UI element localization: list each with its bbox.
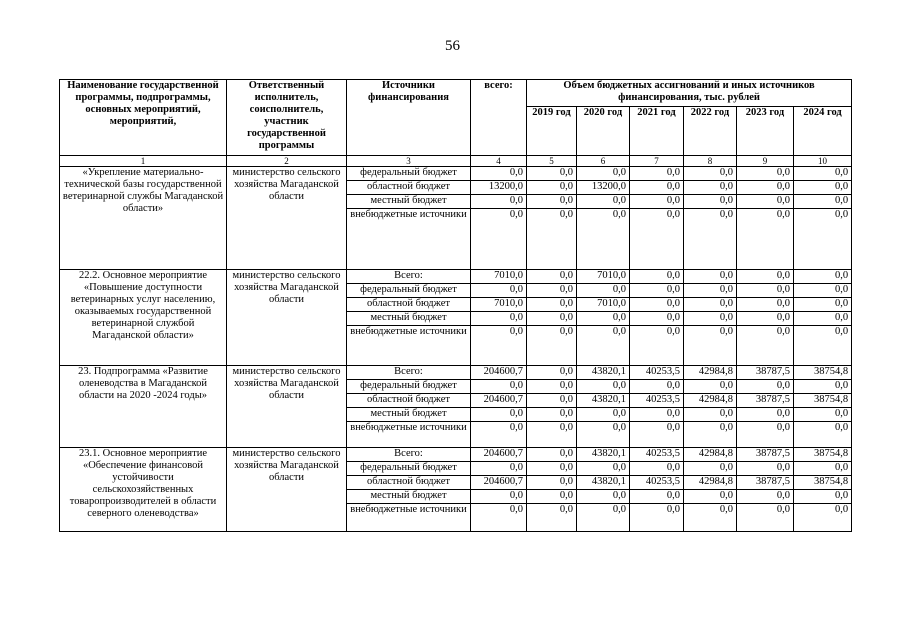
year-value: 0,0 <box>527 167 577 181</box>
year-value: 0,0 <box>794 490 852 504</box>
year-value: 0,0 <box>630 167 684 181</box>
year-value: 0,0 <box>630 298 684 312</box>
year-value: 0,0 <box>794 270 852 284</box>
measure-name: 22.2. Основное мероприятие «Повышение доступности ветеринарных услуг населению, оказываемых государственной ветеринарной службой Магаданской области» <box>60 270 227 366</box>
year-value: 0,0 <box>577 284 630 298</box>
total-value: 0,0 <box>471 504 527 532</box>
year-value: 0,0 <box>527 312 577 326</box>
year-value: 0,0 <box>630 181 684 195</box>
year-value: 0,0 <box>794 462 852 476</box>
year-value: 0,0 <box>527 181 577 195</box>
measure-name: 23.1. Основное мероприятие «Обеспечение финансовой устойчивости сельскохозяйственных товаропроизводителей в области северного оленеводства» <box>60 448 227 532</box>
year-value: 0,0 <box>577 195 630 209</box>
year-value: 38787,5 <box>737 448 794 462</box>
year-value: 0,0 <box>527 448 577 462</box>
year-value: 0,0 <box>630 504 684 532</box>
column-number: 3 <box>347 156 471 167</box>
total-value: 0,0 <box>471 490 527 504</box>
year-value: 40253,5 <box>630 476 684 490</box>
total-value: 0,0 <box>471 167 527 181</box>
year-value: 0,0 <box>684 167 737 181</box>
funding-source: местный бюджет <box>347 312 471 326</box>
year-value: 0,0 <box>577 462 630 476</box>
year-value: 0,0 <box>527 380 577 394</box>
table-row <box>60 270 852 284</box>
responsible-executor: министерство сельского хозяйства Магаданской области <box>227 366 347 448</box>
header-sources: Источники финансирования <box>347 80 471 156</box>
year-value: 0,0 <box>630 270 684 284</box>
year-value: 7010,0 <box>577 270 630 284</box>
header-year: 2021 год <box>630 107 684 156</box>
year-value: 0,0 <box>630 284 684 298</box>
year-value: 0,0 <box>527 462 577 476</box>
year-value: 0,0 <box>737 209 794 270</box>
funding-source: местный бюджет <box>347 408 471 422</box>
year-value: 0,0 <box>794 167 852 181</box>
year-value: 0,0 <box>737 490 794 504</box>
year-value: 0,0 <box>527 422 577 448</box>
total-value: 0,0 <box>471 422 527 448</box>
responsible-executor: министерство сельского хозяйства Магаданской области <box>227 167 347 270</box>
year-value: 0,0 <box>527 326 577 366</box>
year-value: 42984,8 <box>684 394 737 408</box>
header-year: 2022 год <box>684 107 737 156</box>
year-value: 0,0 <box>684 380 737 394</box>
year-value: 0,0 <box>527 209 577 270</box>
year-value: 38754,8 <box>794 366 852 380</box>
year-value: 0,0 <box>684 326 737 366</box>
table-row <box>60 167 852 181</box>
year-value: 0,0 <box>684 284 737 298</box>
year-value: 0,0 <box>527 490 577 504</box>
header-total: всего: <box>471 80 527 156</box>
year-value: 0,0 <box>684 408 737 422</box>
funding-source: федеральный бюджет <box>347 284 471 298</box>
year-value: 0,0 <box>684 504 737 532</box>
year-value: 0,0 <box>794 298 852 312</box>
year-value: 0,0 <box>794 181 852 195</box>
year-value: 0,0 <box>737 380 794 394</box>
year-value: 0,0 <box>737 504 794 532</box>
year-value: 42984,8 <box>684 366 737 380</box>
year-value: 0,0 <box>577 312 630 326</box>
column-number: 8 <box>684 156 737 167</box>
year-value: 0,0 <box>794 380 852 394</box>
year-value: 40253,5 <box>630 366 684 380</box>
responsible-executor: министерство сельского хозяйства Магаданской области <box>227 270 347 366</box>
year-value: 38754,8 <box>794 476 852 490</box>
total-value: 204600,7 <box>471 448 527 462</box>
header-year: 2023 год <box>737 107 794 156</box>
year-value: 0,0 <box>794 326 852 366</box>
total-value: 204600,7 <box>471 394 527 408</box>
year-value: 0,0 <box>630 195 684 209</box>
year-value: 0,0 <box>577 167 630 181</box>
header-group: Объем бюджетных ассигнований и иных источников финансирования, тыс. рублей <box>527 80 852 107</box>
total-value: 7010,0 <box>471 270 527 284</box>
funding-source: Всего: <box>347 448 471 462</box>
year-value: 0,0 <box>737 408 794 422</box>
funding-source: областной бюджет <box>347 394 471 408</box>
column-number: 4 <box>471 156 527 167</box>
total-value: 0,0 <box>471 326 527 366</box>
year-value: 43820,1 <box>577 448 630 462</box>
year-value: 0,0 <box>630 209 684 270</box>
total-value: 0,0 <box>471 284 527 298</box>
year-value: 43820,1 <box>577 366 630 380</box>
funding-source: федеральный бюджет <box>347 462 471 476</box>
year-value: 38787,5 <box>737 366 794 380</box>
year-value: 0,0 <box>630 408 684 422</box>
column-number: 1 <box>60 156 227 167</box>
year-value: 38754,8 <box>794 394 852 408</box>
total-value: 0,0 <box>471 209 527 270</box>
column-number: 5 <box>527 156 577 167</box>
funding-source: внебюджетные источники <box>347 422 471 448</box>
year-value: 0,0 <box>630 326 684 366</box>
year-value: 0,0 <box>527 298 577 312</box>
year-value: 0,0 <box>737 326 794 366</box>
header-name: Наименование государственной программы, подпрограммы, основных мероприятий, мероприятий, <box>60 80 227 156</box>
header-year: 2024 год <box>794 107 852 156</box>
funding-source: областной бюджет <box>347 298 471 312</box>
measure-name: 23. Подпрограмма «Развитие оленеводства в Магаданской области на 2020 -2024 годы» <box>60 366 227 448</box>
year-value: 0,0 <box>794 408 852 422</box>
funding-source: внебюджетные источники <box>347 504 471 532</box>
year-value: 0,0 <box>737 195 794 209</box>
funding-source: областной бюджет <box>347 181 471 195</box>
header-year: 2020 год <box>577 107 630 156</box>
year-value: 0,0 <box>527 195 577 209</box>
year-value: 0,0 <box>577 209 630 270</box>
year-value: 38787,5 <box>737 476 794 490</box>
year-value: 0,0 <box>684 270 737 284</box>
year-value: 43820,1 <box>577 394 630 408</box>
funding-source: Всего: <box>347 366 471 380</box>
year-value: 38787,5 <box>737 394 794 408</box>
page-number: 56 <box>445 38 460 54</box>
total-value: 0,0 <box>471 195 527 209</box>
year-value: 13200,0 <box>577 181 630 195</box>
funding-source: местный бюджет <box>347 490 471 504</box>
year-value: 0,0 <box>527 504 577 532</box>
column-number: 2 <box>227 156 347 167</box>
year-value: 0,0 <box>737 284 794 298</box>
year-value: 43820,1 <box>577 476 630 490</box>
year-value: 0,0 <box>737 312 794 326</box>
total-value: 0,0 <box>471 380 527 394</box>
year-value: 0,0 <box>684 422 737 448</box>
year-value: 0,0 <box>630 422 684 448</box>
year-value: 0,0 <box>737 298 794 312</box>
year-value: 0,0 <box>737 462 794 476</box>
funding-source: федеральный бюджет <box>347 380 471 394</box>
year-value: 0,0 <box>527 284 577 298</box>
year-value: 0,0 <box>684 298 737 312</box>
year-value: 0,0 <box>684 490 737 504</box>
column-number: 7 <box>630 156 684 167</box>
year-value: 0,0 <box>684 209 737 270</box>
budget-table <box>59 79 852 532</box>
year-value: 0,0 <box>630 312 684 326</box>
column-number: 10 <box>794 156 852 167</box>
year-value: 0,0 <box>684 312 737 326</box>
year-value: 0,0 <box>737 181 794 195</box>
total-value: 13200,0 <box>471 181 527 195</box>
year-value: 7010,0 <box>577 298 630 312</box>
table-row <box>60 366 852 380</box>
total-value: 0,0 <box>471 462 527 476</box>
funding-source: областной бюджет <box>347 476 471 490</box>
year-value: 40253,5 <box>630 448 684 462</box>
year-value: 0,0 <box>577 422 630 448</box>
year-value: 42984,8 <box>684 476 737 490</box>
funding-source: федеральный бюджет <box>347 167 471 181</box>
year-value: 0,0 <box>527 394 577 408</box>
year-value: 0,0 <box>630 490 684 504</box>
funding-source: внебюджетные источники <box>347 209 471 270</box>
year-value: 0,0 <box>577 326 630 366</box>
total-value: 204600,7 <box>471 366 527 380</box>
year-value: 0,0 <box>794 312 852 326</box>
funding-source: Всего: <box>347 270 471 284</box>
year-value: 0,0 <box>527 270 577 284</box>
year-value: 0,0 <box>577 490 630 504</box>
year-value: 0,0 <box>794 422 852 448</box>
year-value: 0,0 <box>737 270 794 284</box>
year-value: 40253,5 <box>630 394 684 408</box>
year-value: 0,0 <box>684 462 737 476</box>
year-value: 0,0 <box>737 422 794 448</box>
total-value: 0,0 <box>471 408 527 422</box>
column-number: 6 <box>577 156 630 167</box>
column-number: 9 <box>737 156 794 167</box>
year-value: 0,0 <box>527 366 577 380</box>
header-year: 2019 год <box>527 107 577 156</box>
year-value: 0,0 <box>684 181 737 195</box>
header-responsible: Ответственный исполнитель, соисполнитель, участник государственной программы <box>227 80 347 156</box>
total-value: 7010,0 <box>471 298 527 312</box>
year-value: 0,0 <box>527 476 577 490</box>
total-value: 204600,7 <box>471 476 527 490</box>
year-value: 0,0 <box>794 209 852 270</box>
measure-name: «Укрепление материально-технической базы государственной ветеринарной службы Магаданской области» <box>60 167 227 270</box>
year-value: 38754,8 <box>794 448 852 462</box>
year-value: 0,0 <box>630 462 684 476</box>
responsible-executor: министерство сельского хозяйства Магаданской области <box>227 448 347 532</box>
year-value: 0,0 <box>577 380 630 394</box>
total-value: 0,0 <box>471 312 527 326</box>
year-value: 0,0 <box>577 408 630 422</box>
year-value: 0,0 <box>630 380 684 394</box>
funding-source: местный бюджет <box>347 195 471 209</box>
year-value: 0,0 <box>527 408 577 422</box>
year-value: 0,0 <box>737 167 794 181</box>
year-value: 0,0 <box>794 284 852 298</box>
year-value: 0,0 <box>577 504 630 532</box>
year-value: 0,0 <box>684 195 737 209</box>
table-row <box>60 448 852 462</box>
year-value: 0,0 <box>794 195 852 209</box>
funding-source: внебюджетные источники <box>347 326 471 366</box>
year-value: 0,0 <box>794 504 852 532</box>
year-value: 42984,8 <box>684 448 737 462</box>
